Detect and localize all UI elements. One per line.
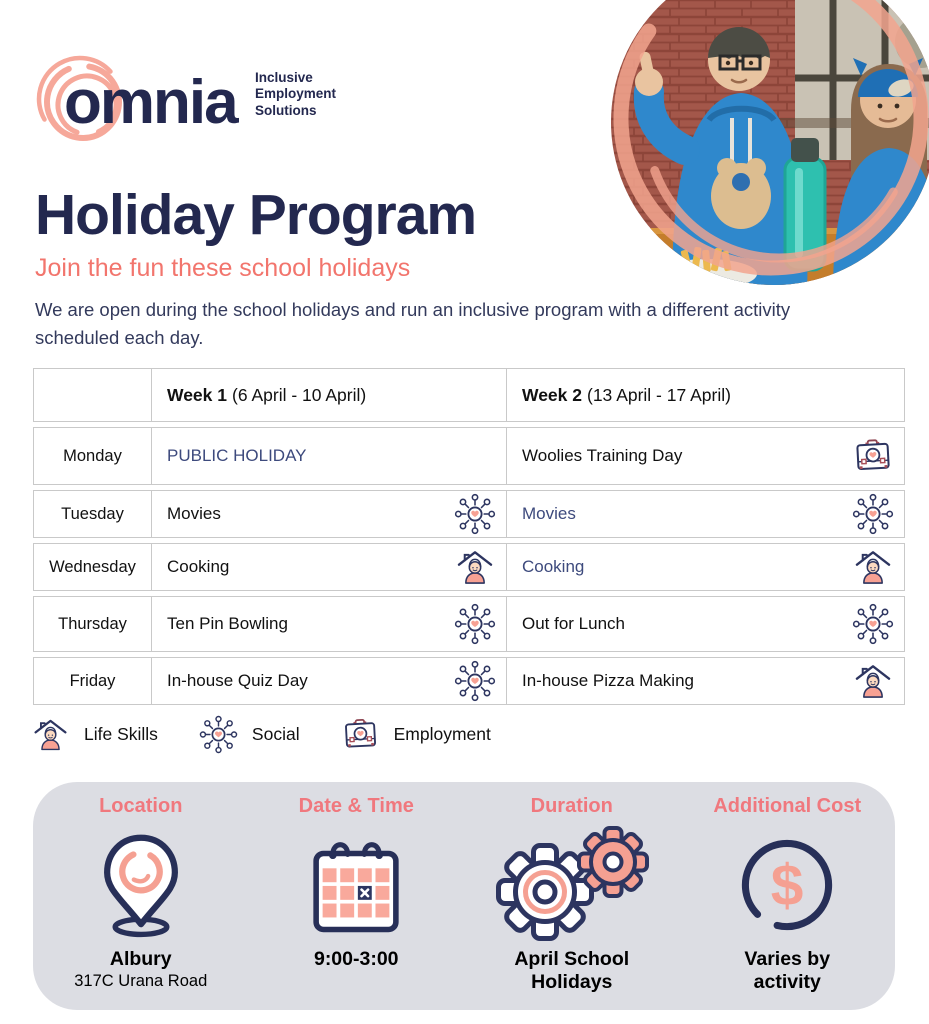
- page-title: Holiday Program: [35, 183, 477, 247]
- week2-activity-cell: [506, 428, 904, 484]
- schedule-table: [33, 368, 905, 710]
- logo-tagline: Inclusive Employment Solutions: [255, 70, 337, 118]
- week2-label: Week 2: [522, 384, 582, 405]
- social-icon: [453, 659, 497, 703]
- day-label: Monday: [63, 446, 122, 465]
- legend-item: [30, 714, 158, 755]
- intro-paragraph: We are open during the school holidays and run an inclusive program with a different activity scheduled each day.: [35, 299, 791, 349]
- activity-label: Cooking: [167, 557, 230, 576]
- info-heading: Location: [99, 795, 183, 817]
- week1-activity-cell: [151, 491, 506, 537]
- info-heading: Date & Time: [298, 795, 414, 817]
- money-icon: [735, 833, 839, 937]
- week1-activity-cell: [151, 544, 506, 590]
- week2-activity-cell: [506, 658, 904, 704]
- schedule-row-monday: [33, 427, 905, 485]
- schedule-header-row: [33, 368, 905, 422]
- info-date-time: [249, 795, 465, 1010]
- employment-icon: [851, 434, 895, 478]
- logo-wordmark: omnia: [64, 68, 237, 137]
- omnia-logo-mark: [36, 44, 241, 154]
- social-icon: [851, 602, 895, 646]
- legend-label: Employment: [393, 724, 491, 744]
- day-label: Wednesday: [49, 557, 136, 576]
- day-label: Thursday: [58, 614, 127, 633]
- location-pin-icon: [92, 828, 190, 942]
- legend-item: [340, 714, 491, 755]
- activity-label: Ten Pin Bowling: [167, 614, 288, 633]
- info-heading: Additional Cost: [713, 795, 862, 817]
- activity-label: Out for Lunch: [522, 614, 626, 633]
- schedule-row-tuesday: [33, 490, 905, 538]
- activity-label: Movies: [167, 504, 221, 523]
- info-title: Albury: [109, 948, 172, 970]
- info-title: April School Holidays: [514, 948, 630, 993]
- info-duration: [464, 795, 680, 1010]
- info-panel: [33, 782, 895, 1010]
- day-label: Tuesday: [61, 504, 124, 523]
- social-icon: [453, 492, 497, 536]
- info-additional-cost: [680, 795, 896, 1010]
- activity-label: Woolies Training Day: [522, 446, 683, 465]
- week2-header-cell: [506, 369, 904, 421]
- info-title: Varies by activity: [744, 948, 831, 993]
- life-skills-icon: [851, 545, 895, 589]
- activity-label: Cooking: [522, 557, 585, 576]
- social-icon: [198, 714, 239, 755]
- page-subtitle: Join the fun these school holidays: [35, 254, 411, 283]
- week2-activity-cell: [506, 544, 904, 590]
- week2-activity-cell: [506, 491, 904, 537]
- activity-label: In-house Quiz Day: [167, 671, 308, 690]
- week1-activity-cell: [151, 428, 506, 484]
- icon-legend: [30, 714, 531, 755]
- activity-label: PUBLIC HOLIDAY: [167, 446, 307, 465]
- life-skills-icon: [453, 545, 497, 589]
- day-label: Friday: [69, 671, 116, 690]
- life-skills-icon: [851, 659, 895, 703]
- schedule-row-thursday: [33, 596, 905, 652]
- omnia-logo: [36, 44, 336, 154]
- week1-dates: (6 April - 10 April): [232, 384, 367, 405]
- life-skills-icon: [30, 714, 71, 755]
- week2-activity-cell: [506, 597, 904, 651]
- legend-item: [198, 714, 300, 755]
- legend-label: Life Skills: [84, 724, 158, 744]
- corner-cell: [34, 369, 151, 421]
- week2-dates: (13 April - 17 April): [587, 384, 731, 405]
- social-icon: [851, 492, 895, 536]
- schedule-row-wednesday: [33, 543, 905, 591]
- employment-icon: [340, 714, 381, 755]
- legend-label: Social: [251, 724, 300, 744]
- calendar-icon: [305, 833, 407, 937]
- week1-activity-cell: [151, 658, 506, 704]
- activity-label: In-house Pizza Making: [522, 671, 694, 690]
- info-subtitle: 317C Urana Road: [74, 972, 208, 990]
- info-location: [33, 795, 249, 1010]
- schedule-row-friday: [33, 657, 905, 705]
- week1-label: Week 1: [167, 384, 227, 405]
- hero-section: [35, 183, 845, 352]
- week1-header-cell: [151, 369, 506, 421]
- week1-activity-cell: [151, 597, 506, 651]
- info-title: 9:00-3:00: [313, 948, 399, 970]
- activity-label: Movies: [522, 504, 576, 523]
- info-heading: Duration: [530, 795, 613, 817]
- gears-icon: [493, 824, 651, 946]
- social-icon: [453, 602, 497, 646]
